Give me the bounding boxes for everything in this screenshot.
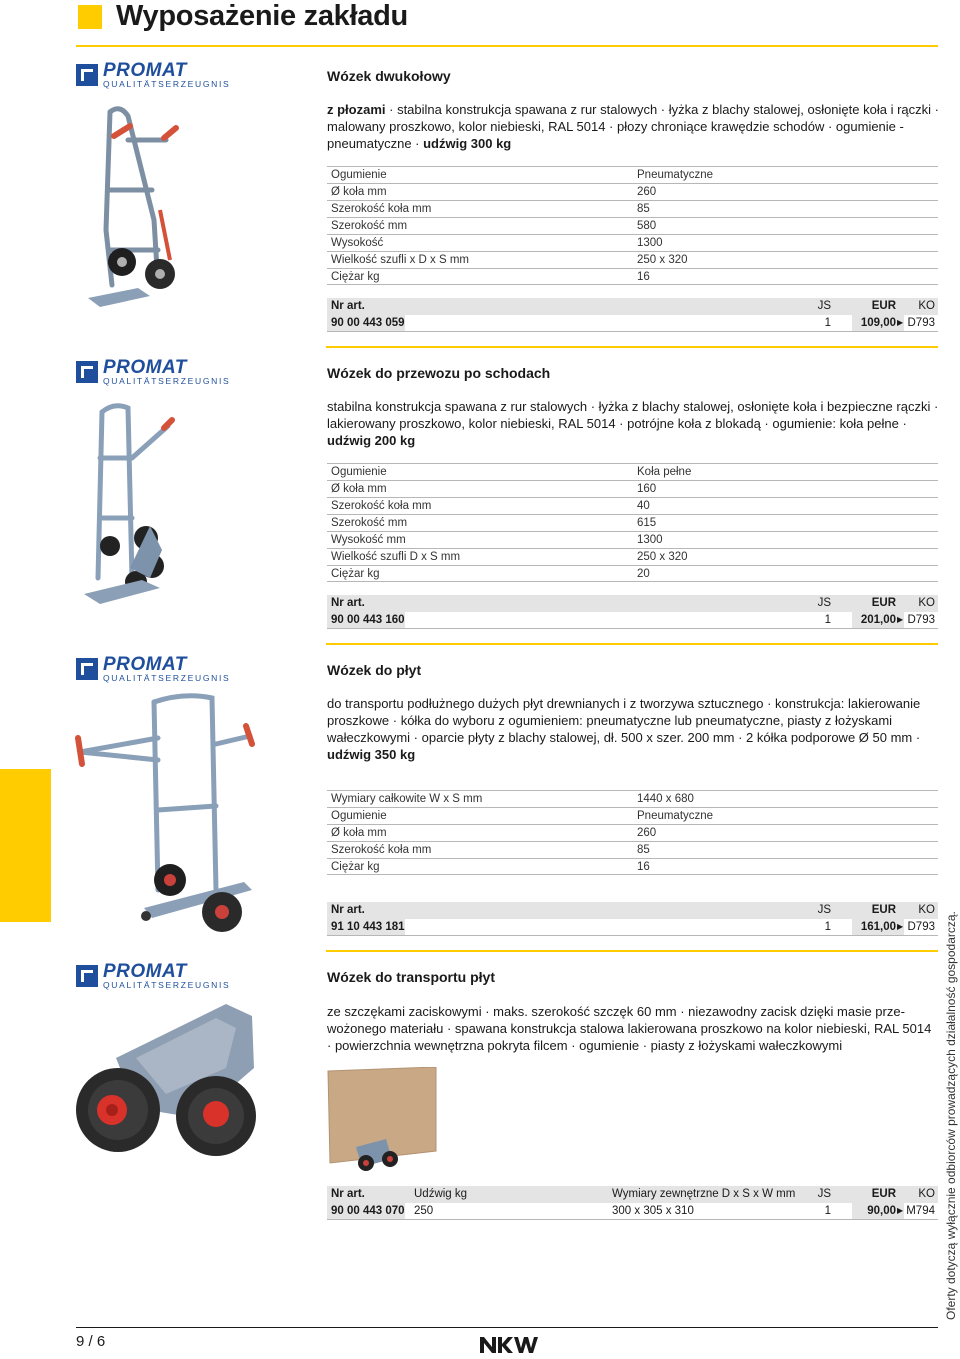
order-ko: D793 — [907, 921, 935, 933]
spec-value: 580 — [637, 220, 657, 232]
spec-row — [327, 807, 938, 824]
product-description — [327, 101, 939, 152]
desc-bold-lead: z płozami — [327, 102, 386, 117]
article-number: 90 00 443 059 — [331, 317, 405, 329]
product-title: Wózek do transportu płyt — [327, 969, 495, 985]
spec-row — [327, 234, 938, 251]
side-tab-marker — [0, 769, 51, 922]
spec-key: Szerokość koła mm — [331, 203, 432, 215]
spec-value: 20 — [637, 568, 650, 580]
order-price: 109,00 — [860, 317, 896, 329]
spec-row — [327, 514, 938, 531]
order-head-eur: EUR — [871, 904, 896, 916]
header-accent-square — [78, 5, 102, 29]
spec-row — [327, 531, 938, 548]
spec-key: Ciężar kg — [331, 861, 380, 873]
spec-row — [327, 183, 938, 200]
promat-logo-name: PROMAT — [103, 357, 187, 378]
order-table — [327, 1186, 938, 1220]
order-head-js: JS — [817, 597, 831, 609]
order-row — [327, 1203, 938, 1220]
arrow-right-icon: ▶ — [897, 318, 904, 327]
order-price: 201,00 — [860, 614, 896, 626]
arrow-right-icon: ▶ — [897, 922, 904, 931]
section-rule — [326, 643, 938, 645]
panel-trolley-image — [74, 690, 260, 940]
order-head-nr: Nr art. — [331, 904, 365, 916]
spec-table — [327, 463, 938, 582]
panel-clamp-trolley-image — [76, 998, 260, 1174]
order-head-nr: Nr art. — [331, 300, 365, 312]
desc-bold-tail: udźwig 350 kg — [327, 747, 416, 762]
nkw-logo — [478, 1335, 540, 1355]
spec-value: Pneumatyczne — [637, 810, 714, 822]
order-header — [327, 1186, 938, 1203]
spec-value: 260 — [637, 827, 657, 839]
promat-logo-mark — [76, 361, 98, 383]
footer-rule — [76, 1327, 938, 1328]
order-head-ko: KO — [918, 597, 935, 609]
spec-key: Wymiary całkowite W x S mm — [331, 793, 483, 805]
spec-value: Koła pełne — [637, 466, 692, 478]
spec-value: 260 — [637, 186, 657, 198]
spec-key: Ø koła mm — [331, 827, 387, 839]
spec-key: Szerokość koła mm — [331, 844, 432, 856]
promat-logo — [76, 60, 231, 90]
spec-row — [327, 480, 938, 497]
header-rule — [76, 45, 938, 47]
article-number: 90 00 443 160 — [331, 614, 405, 626]
spec-table — [327, 166, 938, 285]
spec-row — [327, 497, 938, 514]
spec-key: Ciężar kg — [331, 271, 380, 283]
spec-row — [327, 841, 938, 858]
promat-logo-sub: QUALITÄTSERZEUGNIS — [103, 980, 231, 990]
spec-key: Wysokość mm — [331, 534, 406, 546]
spec-row — [327, 268, 938, 285]
order-capacity: 250 — [414, 1205, 434, 1217]
spec-value: 85 — [637, 203, 650, 215]
spec-row — [327, 548, 938, 565]
desc-text: · stabilna konstrukcja spawana z rur stalowych · łyżka z blachy stalowej, osłonięte koła i rączki · malowany proszkowo, kolor niebieski, RAL 5014 · płozy chroniące krawędzie schodów · ogumienie - pneumatyczne · — [327, 102, 939, 151]
spec-key: Wysokość — [331, 237, 384, 249]
spec-row — [327, 858, 938, 875]
promat-logo-sub: QUALITÄTSERZEUGNIS — [103, 673, 231, 683]
spec-value: 1440 x 680 — [637, 793, 694, 805]
order-header — [327, 902, 938, 919]
order-header — [327, 298, 938, 315]
spec-row — [327, 824, 938, 841]
order-head-eur: EUR — [871, 1188, 896, 1200]
spec-row — [327, 217, 938, 234]
product-description — [327, 695, 939, 763]
order-row — [327, 315, 938, 332]
page-number: 9 / 6 — [76, 1333, 106, 1350]
desc-text: do transportu podłużnego dużych płyt drewnianych i z tworzywa sztucznego · konstrukcja: lakierowanie proszkowe · kółka do wyboru z ogumieniem: pneumatyczne lub pneumatyczne, piasty z łożyskami wałeczkowymi · oparcie płyty z blachy stalowej, dł. 500 x szer. 200 mm · 2 kółka podporowe Ø 50 mm · — [327, 696, 921, 745]
order-table — [327, 298, 938, 332]
spec-table — [327, 790, 938, 875]
promat-logo-mark — [76, 64, 98, 86]
spec-key: Ogumienie — [331, 466, 387, 478]
desc-bold-tail: udźwig 200 kg — [327, 433, 416, 448]
promat-logo — [76, 961, 231, 991]
order-ko: M794 — [906, 1205, 935, 1217]
spec-key: Wielkość szufli x D x S mm — [331, 254, 470, 266]
order-row — [327, 919, 938, 936]
promat-logo-name: PROMAT — [103, 961, 187, 982]
hand-truck-image — [78, 100, 193, 310]
promat-logo-name: PROMAT — [103, 654, 187, 675]
order-js: 1 — [824, 614, 831, 626]
stair-truck-image — [80, 398, 195, 610]
spec-key: Szerokość mm — [331, 220, 408, 232]
spec-row — [327, 166, 938, 183]
order-head-uw: Udźwig kg — [414, 1188, 468, 1200]
spec-row — [327, 463, 938, 480]
order-head-eur: EUR — [871, 597, 896, 609]
spec-value: 160 — [637, 483, 657, 495]
page-title: Wyposażenie zakładu — [116, 0, 408, 32]
order-table — [327, 595, 938, 629]
promat-logo-mark — [76, 965, 98, 987]
spec-value: 250 x 320 — [637, 254, 688, 266]
article-number: 90 00 443 070 — [331, 1205, 405, 1217]
promat-logo-sub: QUALITÄTSERZEUGNIS — [103, 79, 231, 89]
spec-key: Ciężar kg — [331, 568, 380, 580]
spec-row — [327, 790, 938, 807]
spec-value: 85 — [637, 844, 650, 856]
arrow-right-icon: ▶ — [897, 615, 904, 624]
spec-key: Szerokość koła mm — [331, 500, 432, 512]
order-head-js: JS — [817, 300, 831, 312]
spec-value: 1300 — [637, 237, 663, 249]
product-description — [327, 398, 939, 449]
product-title: Wózek do przewozu po schodach — [327, 365, 551, 381]
spec-value: 615 — [637, 517, 657, 529]
order-ko: D793 — [907, 614, 935, 626]
spec-key: Ø koła mm — [331, 483, 387, 495]
order-js: 1 — [824, 317, 831, 329]
panel-on-trolley-image — [326, 1067, 438, 1175]
order-head-ko: KO — [918, 1188, 935, 1200]
spec-key: Ø koła mm — [331, 186, 387, 198]
order-table — [327, 902, 938, 936]
order-head-eur: EUR — [871, 300, 896, 312]
desc-bold-tail: udźwig 300 kg — [423, 136, 512, 151]
section-rule — [326, 950, 938, 952]
promat-logo — [76, 654, 231, 684]
spec-value: 16 — [637, 861, 650, 873]
order-head-ko: KO — [918, 300, 935, 312]
order-price: 90,00 — [867, 1205, 896, 1217]
spec-value: 1300 — [637, 534, 663, 546]
order-head-nr: Nr art. — [331, 1188, 365, 1200]
order-head-js: JS — [817, 904, 831, 916]
promat-logo — [76, 357, 231, 387]
product-description — [327, 1003, 939, 1054]
order-head-nr: Nr art. — [331, 597, 365, 609]
spec-key: Ogumienie — [331, 810, 387, 822]
desc-text: ze szczękami zaciskowymi · maks. szerokość szczęk 60 mm · niezawodny zacisk dzięki masie przewożonego materiału · spawana konstrukcja stalowa lakierowana proszkowo na kolor niebieski, RAL 5014 · powierzchnia wewnętrzna pokryta filcem · ogumienie · piasty z łożyskami wałeczkowymi — [327, 1004, 932, 1053]
spec-value: 250 x 320 — [637, 551, 688, 563]
side-legal-note: Oferty dotyczą wyłącznie odbiorców prowadzących działalność gospodarczą. — [944, 911, 958, 1320]
order-header — [327, 595, 938, 612]
spec-key: Szerokość mm — [331, 517, 408, 529]
order-js: 1 — [824, 921, 831, 933]
spec-value: Pneumatyczne — [637, 169, 714, 181]
order-row — [327, 612, 938, 629]
spec-row — [327, 565, 938, 582]
spec-key: Wielkość szufli D x S mm — [331, 551, 461, 563]
order-head-dim: Wymiary zewnętrzne D x S x W mm — [612, 1188, 796, 1200]
promat-logo-mark — [76, 658, 98, 680]
order-price: 161,00 — [860, 921, 896, 933]
order-dimensions: 300 x 305 x 310 — [612, 1205, 694, 1217]
product-title: Wózek do płyt — [327, 662, 422, 678]
order-ko: D793 — [907, 317, 935, 329]
spec-row — [327, 251, 938, 268]
spec-key: Ogumienie — [331, 169, 387, 181]
spec-row — [327, 200, 938, 217]
arrow-right-icon: ▶ — [897, 1206, 904, 1215]
order-head-ko: KO — [918, 904, 935, 916]
product-title: Wózek dwukołowy — [327, 68, 451, 84]
desc-text: stabilna konstrukcja spawana z rur stalowych · łyżka z blachy stalowej, osłonięte koła i bezpieczne rączki · lakierowany proszkowo, kolor niebieski, RAL 5014 · potrójne koła z blokadą · ogumienie: koła pełne · — [327, 399, 939, 431]
order-js: 1 — [824, 1205, 831, 1217]
spec-value: 40 — [637, 500, 650, 512]
spec-value: 16 — [637, 271, 650, 283]
promat-logo-sub: QUALITÄTSERZEUGNIS — [103, 376, 231, 386]
order-head-js: JS — [817, 1188, 831, 1200]
section-rule — [326, 346, 938, 348]
promat-logo-name: PROMAT — [103, 60, 187, 81]
article-number: 91 10 443 181 — [331, 921, 405, 933]
